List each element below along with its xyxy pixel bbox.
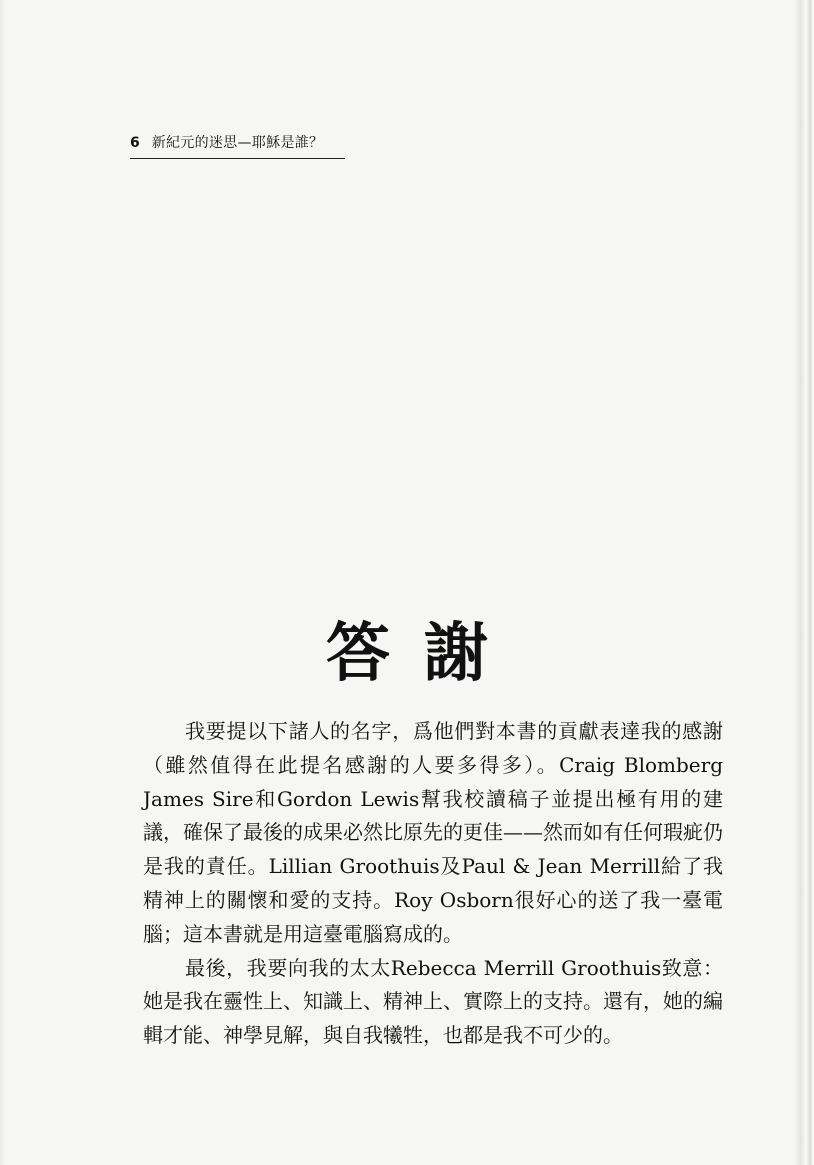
book-title: 新紀元的迷思—耶穌是誰？ [151, 135, 324, 151]
page-number: 6 [130, 135, 140, 151]
paragraph: 我要提以下諸人的名字，爲他們對本書的貢獻表達我的感謝（雖然值得在此提名感謝的人要多得多）。Craig Blomberg James Sire和Gordon Lewis幫我校讀稿子並提出極有用的建議，確保了最後的成果必然比原先的更佳——然而如有任何瑕疵仍是我的責任。Lillian Groothuis及Paul & Jean Merrill給了我精神上的關懷和愛的支持。Roy Osborn很好心的送了我一臺電腦；這本書就是用這臺電腦寫成的。 [143, 719, 723, 946]
page-edge-right [794, 0, 814, 1165]
chapter-title: 答謝 [326, 616, 522, 691]
page-edge-left [0, 0, 6, 1165]
paragraph: 最後，我要向我的太太Rebecca Merrill Groothuis致意：她是我在靈性上、知識上、精神上、實際上的支持。還有，她的編輯才能、神學見解，與自我犧牲，也都是我不可少的。 [143, 955, 723, 1048]
body-text [143, 715, 723, 1053]
running-header [130, 132, 345, 159]
